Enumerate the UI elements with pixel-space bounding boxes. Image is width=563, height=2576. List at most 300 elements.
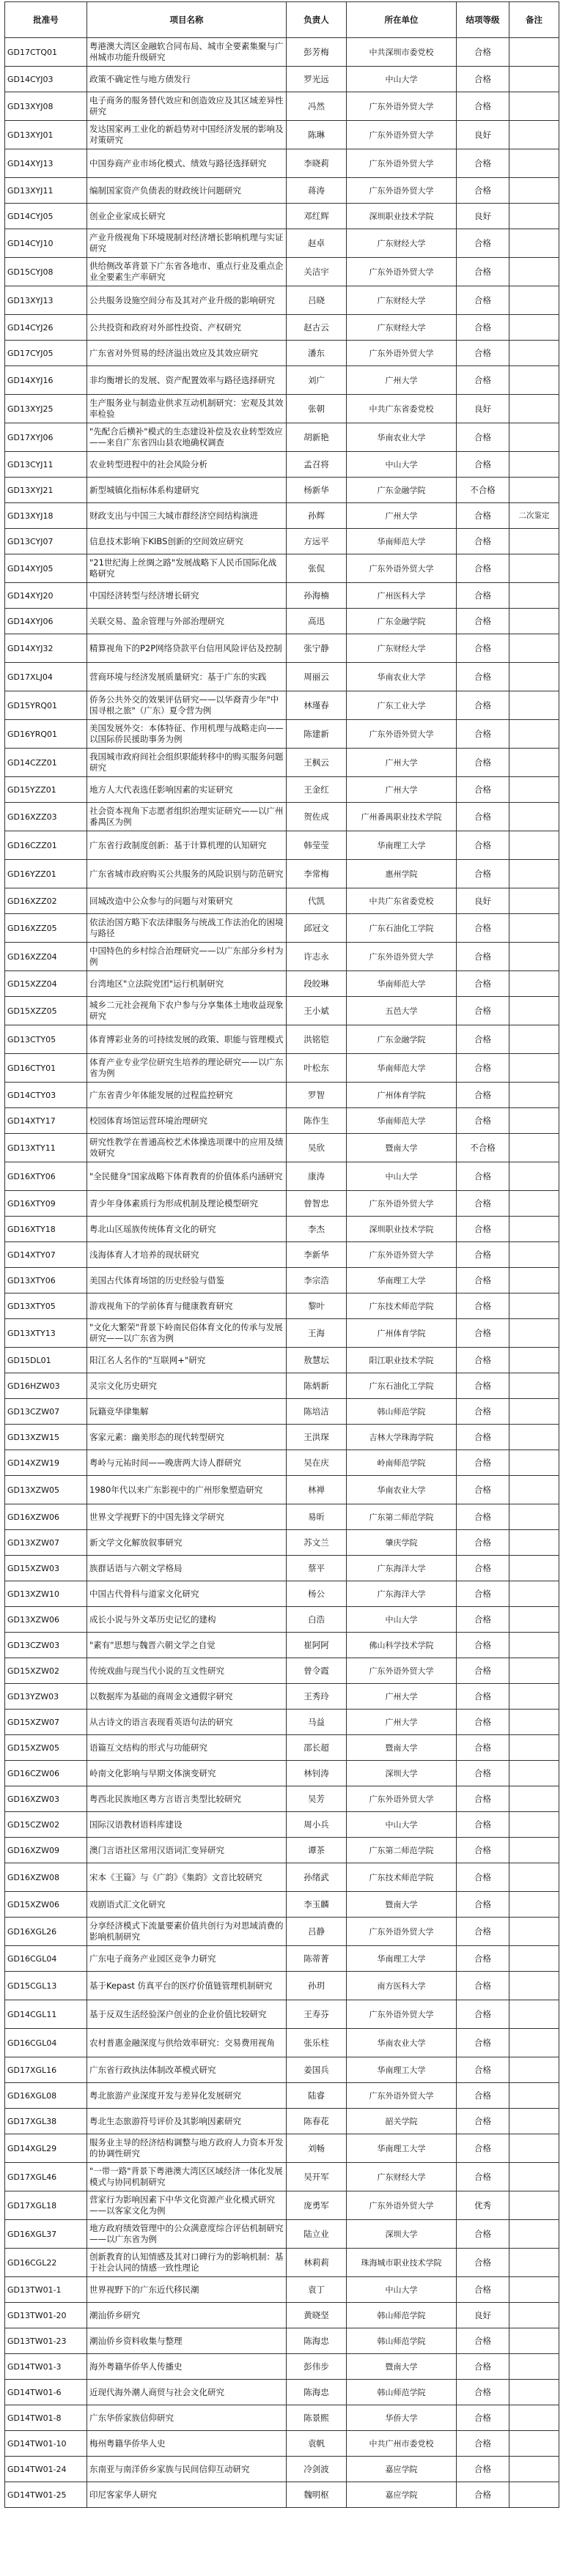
cell-person: 李宗浩 bbox=[287, 1268, 347, 1293]
cell-unit: 阳江职业技术学院 bbox=[347, 1348, 457, 1373]
table-row bbox=[5, 888, 559, 914]
cell-id: GD14CYJ03 bbox=[5, 67, 87, 92]
cell-unit: 华南师范大学 bbox=[347, 1108, 457, 1134]
cell-grade: 合格 bbox=[457, 1684, 509, 1710]
cell-grade: 合格 bbox=[457, 1268, 509, 1293]
cell-note bbox=[509, 1607, 559, 1633]
cell-note bbox=[509, 1268, 559, 1293]
cell-unit: 中山大学 bbox=[347, 67, 457, 92]
table-row bbox=[5, 1293, 559, 1319]
cell-note bbox=[509, 121, 559, 149]
cell-grade: 合格 bbox=[457, 1242, 509, 1268]
cell-unit: 广州大学 bbox=[347, 366, 457, 395]
cell-note bbox=[509, 395, 559, 423]
cell-grade: 合格 bbox=[457, 423, 509, 452]
cell-person: 李杰 bbox=[287, 1217, 347, 1242]
cell-id: GD13XYJ21 bbox=[5, 478, 87, 503]
cell-person: 蒋涛 bbox=[287, 178, 347, 204]
cell-grade: 合格 bbox=[457, 1348, 509, 1373]
cell-grade: 不合格 bbox=[457, 1134, 509, 1162]
cell-note bbox=[509, 1399, 559, 1425]
cell-note bbox=[509, 452, 559, 478]
cell-person: 叶松东 bbox=[287, 1054, 347, 1083]
table-row bbox=[5, 92, 559, 121]
cell-note bbox=[509, 1025, 559, 1054]
cell-project-name: 岭南文化影响与早期文体演变研究 bbox=[87, 1761, 287, 1786]
cell-project-name: 公共投资和政府对外部性投资、产权研究 bbox=[87, 315, 287, 341]
table-row bbox=[5, 2482, 559, 2508]
cell-id: GD16XGL08 bbox=[5, 2083, 87, 2109]
cell-person: 康涛 bbox=[287, 1162, 347, 1191]
cell-person: 魏明枢 bbox=[287, 2482, 347, 2508]
cell-note bbox=[509, 1946, 559, 1972]
table-row bbox=[5, 1918, 559, 1946]
cell-person: 王寿芬 bbox=[287, 2000, 347, 2029]
cell-person: 代凯 bbox=[287, 888, 347, 914]
cell-person: 陈春花 bbox=[287, 2109, 347, 2134]
cell-unit: 广州体育学院 bbox=[347, 1083, 457, 1108]
cell-project-name: 分享经济模式下流量要素价值共创行为对思域消费的影响机制研究 bbox=[87, 1918, 287, 1946]
cell-grade: 合格 bbox=[457, 2163, 509, 2191]
cell-unit: 南方医科大学 bbox=[347, 1972, 457, 2000]
cell-project-name: "全民健身"国家战略下体育教育的价值体系内涵研究 bbox=[87, 1162, 287, 1191]
cell-unit: 华南农业大学 bbox=[347, 2029, 457, 2057]
table-row bbox=[5, 67, 559, 92]
cell-unit: 韶关学院 bbox=[347, 2109, 457, 2134]
cell-unit: 广东外语外贸大学 bbox=[347, 258, 457, 286]
cell-note bbox=[509, 1658, 559, 1684]
cell-id: GD13CYJ07 bbox=[5, 529, 87, 554]
cell-person: 赵古云 bbox=[287, 315, 347, 341]
cell-id: GD13XTY06 bbox=[5, 1268, 87, 1293]
cell-unit: 五邑大学 bbox=[347, 997, 457, 1025]
cell-grade: 不合格 bbox=[457, 478, 509, 503]
cell-note bbox=[509, 971, 559, 997]
col-header-person: 负责人 bbox=[287, 2, 347, 38]
cell-id: GD17CTQ01 bbox=[5, 38, 87, 67]
cell-project-name: 营家行为影响因素下中华文化资源产业化模式研究——以客家文化为例 bbox=[87, 2191, 287, 2220]
cell-grade: 合格 bbox=[457, 1972, 509, 2000]
cell-unit: 中共深圳市委党校 bbox=[347, 38, 457, 67]
cell-project-name: 中国券商产业市场化模式、绩效与路径选择研究 bbox=[87, 149, 287, 178]
cell-person: 彭芳梅 bbox=[287, 38, 347, 67]
cell-person: 罗光远 bbox=[287, 67, 347, 92]
cell-project-name: 阳江名人名作的"互联网+"研究 bbox=[87, 1348, 287, 1373]
cell-grade: 合格 bbox=[457, 2405, 509, 2431]
cell-note bbox=[509, 749, 559, 777]
cell-grade: 良好 bbox=[457, 121, 509, 149]
cell-person: 邓红辉 bbox=[287, 204, 347, 229]
cell-project-name: "21世纪海上丝绸之路"发展战略下人民币国际化战略研究 bbox=[87, 554, 287, 583]
cell-id: GD16XTY09 bbox=[5, 1191, 87, 1217]
cell-person: 高迅 bbox=[287, 609, 347, 634]
cell-project-name: 中国古代骨科与道家文化研究 bbox=[87, 1581, 287, 1607]
cell-unit: 中共广州市委党校 bbox=[347, 2431, 457, 2457]
cell-project-name: 精算视角下的P2P网络贷款平台信用风险评估及控制 bbox=[87, 634, 287, 663]
cell-unit: 吉林大学珠海学院 bbox=[347, 1425, 457, 1450]
header-row bbox=[5, 2, 559, 38]
cell-id: GD16CGL22 bbox=[5, 2249, 87, 2277]
cell-person: 袁帆 bbox=[287, 2431, 347, 2457]
cell-note bbox=[509, 1293, 559, 1319]
cell-project-name: 广东省行政制度创新：基于计算机理的认知研究 bbox=[87, 831, 287, 860]
cell-id: GD13CZW03 bbox=[5, 1633, 87, 1658]
cell-id: GD13XYJ11 bbox=[5, 178, 87, 204]
cell-id: GD14XTY17 bbox=[5, 1108, 87, 1134]
cell-project-name: 澳门言语社区常用汉语词汇变异研究 bbox=[87, 1838, 287, 1863]
cell-unit: 暨南大学 bbox=[347, 1892, 457, 1918]
cell-note bbox=[509, 2457, 559, 2482]
table-row bbox=[5, 2277, 559, 2303]
cell-person: 彭伟步 bbox=[287, 2354, 347, 2380]
cell-note bbox=[509, 1786, 559, 1812]
cell-unit: 广东石油化工学院 bbox=[347, 1373, 457, 1399]
table-row bbox=[5, 2109, 559, 2134]
cell-project-name: 灵宗文化历史研究 bbox=[87, 1373, 287, 1399]
cell-id: GD14CZZ01 bbox=[5, 749, 87, 777]
cell-unit: 华南师范大学 bbox=[347, 529, 457, 554]
cell-unit: 广东外语外贸大学 bbox=[347, 943, 457, 971]
cell-project-name: 农业转型进程中的社会风险分析 bbox=[87, 452, 287, 478]
cell-project-name: 体育博彩业务的可持续发展的政策、职能与管理模式 bbox=[87, 1025, 287, 1054]
cell-unit: 广东海洋大学 bbox=[347, 1581, 457, 1607]
cell-person: 潘东 bbox=[287, 341, 347, 366]
cell-id: GD15CYJ08 bbox=[5, 258, 87, 286]
cell-unit: 华南师范大学 bbox=[347, 1054, 457, 1083]
cell-note bbox=[509, 720, 559, 749]
cell-unit: 广东外语外贸大学 bbox=[347, 341, 457, 366]
cell-grade: 良好 bbox=[457, 888, 509, 914]
cell-project-name: 新型城镇化指标体系构建研究 bbox=[87, 478, 287, 503]
cell-grade: 合格 bbox=[457, 1607, 509, 1633]
cell-grade: 合格 bbox=[457, 691, 509, 720]
table-row bbox=[5, 691, 559, 720]
cell-grade: 优秀 bbox=[457, 2191, 509, 2220]
cell-grade: 合格 bbox=[457, 38, 509, 67]
cell-person: 洪铭铠 bbox=[287, 1025, 347, 1054]
cell-person: 林禅 bbox=[287, 1476, 347, 1504]
cell-note bbox=[509, 1735, 559, 1761]
cell-project-name: 族群话语与六朝文学格局 bbox=[87, 1556, 287, 1581]
cell-person: 陈作生 bbox=[287, 1108, 347, 1134]
cell-project-name: 印尼客家华人研究 bbox=[87, 2482, 287, 2508]
cell-grade: 合格 bbox=[457, 1838, 509, 1863]
cell-id: GD15CGL13 bbox=[5, 1972, 87, 2000]
table-row bbox=[5, 634, 559, 663]
cell-grade: 合格 bbox=[457, 914, 509, 943]
cell-person: 王洪琛 bbox=[287, 1425, 347, 1450]
cell-id: GD14TW01-6 bbox=[5, 2380, 87, 2405]
cell-grade: 合格 bbox=[457, 831, 509, 860]
cell-note bbox=[509, 663, 559, 691]
table-row bbox=[5, 2191, 559, 2220]
table-row bbox=[5, 1684, 559, 1710]
cell-id: GD16XTY06 bbox=[5, 1162, 87, 1191]
cell-id: GD15XZW03 bbox=[5, 1556, 87, 1581]
cell-id: GD14XGL29 bbox=[5, 2134, 87, 2163]
table-row bbox=[5, 997, 559, 1025]
table-row bbox=[5, 1863, 559, 1892]
cell-note bbox=[509, 1838, 559, 1863]
cell-person: 吴在庆 bbox=[287, 1450, 347, 1476]
cell-person: 孙绪武 bbox=[287, 1863, 347, 1892]
table-row bbox=[5, 1108, 559, 1134]
table-row bbox=[5, 2249, 559, 2277]
table-row bbox=[5, 2163, 559, 2191]
cell-unit: 中山大学 bbox=[347, 2277, 457, 2303]
cell-id: GD15XZZ05 bbox=[5, 997, 87, 1025]
cell-project-name: 戏剧语式汇文化研究 bbox=[87, 1892, 287, 1918]
cell-id: GD15XZW05 bbox=[5, 1735, 87, 1761]
table-row bbox=[5, 395, 559, 423]
cell-note bbox=[509, 92, 559, 121]
cell-unit: 华南理工大学 bbox=[347, 831, 457, 860]
cell-grade: 合格 bbox=[457, 286, 509, 315]
cell-unit: 华南理工大学 bbox=[347, 1268, 457, 1293]
table-row bbox=[5, 1425, 559, 1450]
cell-id: GD13XTY11 bbox=[5, 1134, 87, 1162]
cell-project-name: 台湾地区"立法院党团"运行机制研究 bbox=[87, 971, 287, 997]
cell-id: GD16CTY01 bbox=[5, 1054, 87, 1083]
cell-unit: 广州大学 bbox=[347, 1710, 457, 1735]
cell-note bbox=[509, 609, 559, 634]
table-row bbox=[5, 2328, 559, 2354]
cell-unit: 广东财经大学 bbox=[347, 2163, 457, 2191]
cell-id: GD15DL01 bbox=[5, 1348, 87, 1373]
cell-project-name: 广东省城市政府购买公共服务的风险识别与防范研究 bbox=[87, 860, 287, 888]
cell-project-name: 美国古代体育场馆的历史经验与借鉴 bbox=[87, 1268, 287, 1293]
cell-project-name: 编制国家资产负债表的财政统计问题研究 bbox=[87, 178, 287, 204]
cell-id: GD14TW01-8 bbox=[5, 2405, 87, 2431]
cell-grade: 合格 bbox=[457, 1054, 509, 1083]
cell-grade: 合格 bbox=[457, 2029, 509, 2057]
cell-grade: 合格 bbox=[457, 2328, 509, 2354]
table-row bbox=[5, 1633, 559, 1658]
table-row bbox=[5, 2220, 559, 2249]
cell-unit: 广东外语外贸大学 bbox=[347, 554, 457, 583]
cell-id: GD15XZZ04 bbox=[5, 971, 87, 997]
cell-person: 崔阿阿 bbox=[287, 1633, 347, 1658]
cell-person: 谭茶 bbox=[287, 1838, 347, 1863]
table-row bbox=[5, 1450, 559, 1476]
cell-note bbox=[509, 2328, 559, 2354]
cell-id: GD14CTY03 bbox=[5, 1083, 87, 1108]
table-row bbox=[5, 554, 559, 583]
cell-grade: 合格 bbox=[457, 503, 509, 529]
cell-grade: 合格 bbox=[457, 1581, 509, 1607]
cell-unit: 广东外语外贸大学 bbox=[347, 2191, 457, 2220]
cell-grade: 合格 bbox=[457, 1293, 509, 1319]
cell-project-name: 东南亚与南洋侨乡家族与民间信仰互动研究 bbox=[87, 2457, 287, 2482]
cell-grade: 合格 bbox=[457, 2083, 509, 2109]
cell-note bbox=[509, 860, 559, 888]
cell-id: GD15XZW07 bbox=[5, 1710, 87, 1735]
table-row bbox=[5, 663, 559, 691]
cell-id: GD17XGL18 bbox=[5, 2191, 87, 2220]
table-row bbox=[5, 1399, 559, 1425]
cell-project-name: 中国经济转型与经济增长研究 bbox=[87, 583, 287, 609]
table-row bbox=[5, 1025, 559, 1054]
cell-id: GD17XGL46 bbox=[5, 2163, 87, 2191]
cell-note bbox=[509, 943, 559, 971]
cell-unit: 广州体育学院 bbox=[347, 1319, 457, 1348]
cell-id: GD16CGL04 bbox=[5, 2029, 87, 2057]
table-row bbox=[5, 609, 559, 634]
cell-person: 马益 bbox=[287, 1710, 347, 1735]
table-row bbox=[5, 1710, 559, 1735]
cell-project-name: 我国城市政府间社会组织职能转移中的购买服务问题研究 bbox=[87, 749, 287, 777]
table-row bbox=[5, 2029, 559, 2057]
table-row bbox=[5, 1242, 559, 1268]
cell-person: 陈建新 bbox=[287, 720, 347, 749]
cell-grade: 合格 bbox=[457, 2380, 509, 2405]
cell-grade: 合格 bbox=[457, 1710, 509, 1735]
cell-project-name: 政策不确定性与地方债发行 bbox=[87, 67, 287, 92]
cell-note bbox=[509, 2083, 559, 2109]
cell-note bbox=[509, 423, 559, 452]
cell-grade: 合格 bbox=[457, 609, 509, 634]
cell-note bbox=[509, 1319, 559, 1348]
cell-id: GD13XZW06 bbox=[5, 1607, 87, 1633]
cell-id: GD14XYJ16 bbox=[5, 366, 87, 395]
cell-project-name: 营商环境与经济发展质量研究：基于广东的实践 bbox=[87, 663, 287, 691]
cell-person: 孙玥 bbox=[287, 1972, 347, 2000]
cell-id: GD14TW01-3 bbox=[5, 2354, 87, 2380]
cell-person: 贺佐成 bbox=[287, 803, 347, 831]
cell-grade: 合格 bbox=[457, 777, 509, 803]
cell-note bbox=[509, 1450, 559, 1476]
cell-project-name: 语篇互文结构的形式与功能研究 bbox=[87, 1735, 287, 1761]
cell-project-name: 校园体育场馆运营环境治理研究 bbox=[87, 1108, 287, 1134]
cell-note bbox=[509, 1892, 559, 1918]
cell-person: 关洁宇 bbox=[287, 258, 347, 286]
cell-person: 赵卓 bbox=[287, 229, 347, 258]
cell-id: GD15XZW06 bbox=[5, 1892, 87, 1918]
cell-person: 白浩 bbox=[287, 1607, 347, 1633]
cell-id: GD13XYJ13 bbox=[5, 286, 87, 315]
cell-grade: 合格 bbox=[457, 971, 509, 997]
table-row bbox=[5, 2354, 559, 2380]
cell-unit: 韩山师范学院 bbox=[347, 2380, 457, 2405]
cell-person: 易昕 bbox=[287, 1504, 347, 1530]
table-row bbox=[5, 341, 559, 366]
cell-unit: 中山大学 bbox=[347, 1607, 457, 1633]
cell-id: GD16YZZ01 bbox=[5, 860, 87, 888]
cell-person: 冯然 bbox=[287, 92, 347, 121]
cell-note bbox=[509, 1556, 559, 1581]
cell-project-name: 创新教育的认知情感及其对口碑行为的影响机制：基于社会认同的情感一致性理论 bbox=[87, 2249, 287, 2277]
cell-note bbox=[509, 2431, 559, 2457]
cell-project-name: 粤北生态旅游符号评价及其影响因素研究 bbox=[87, 2109, 287, 2134]
col-header-note: 备注 bbox=[509, 2, 559, 38]
cell-grade: 合格 bbox=[457, 1108, 509, 1134]
cell-id: GD14XTY07 bbox=[5, 1242, 87, 1268]
cell-unit: 广东海洋大学 bbox=[347, 1556, 457, 1581]
cell-note bbox=[509, 583, 559, 609]
cell-note bbox=[509, 2191, 559, 2220]
cell-project-name: 供给侧改革背景下广东省各地市、重点行业及重点企业全要素生产率研究 bbox=[87, 258, 287, 286]
cell-note bbox=[509, 2220, 559, 2249]
cell-note bbox=[509, 1918, 559, 1946]
cell-note bbox=[509, 2000, 559, 2029]
cell-note bbox=[509, 1863, 559, 1892]
cell-project-name: 国际汉语教材语料库建设 bbox=[87, 1812, 287, 1838]
cell-note bbox=[509, 1530, 559, 1556]
cell-unit: 广东工业大学 bbox=[347, 691, 457, 720]
table-row bbox=[5, 452, 559, 478]
table-row bbox=[5, 38, 559, 67]
cell-grade: 合格 bbox=[457, 149, 509, 178]
cell-unit: 广东外语外贸大学 bbox=[347, 1242, 457, 1268]
cell-grade: 合格 bbox=[457, 315, 509, 341]
cell-note bbox=[509, 315, 559, 341]
cell-note bbox=[509, 1684, 559, 1710]
cell-note bbox=[509, 554, 559, 583]
cell-id: GD17XGL38 bbox=[5, 2109, 87, 2134]
cell-id: GD14CYJ26 bbox=[5, 315, 87, 341]
cell-grade: 合格 bbox=[457, 529, 509, 554]
cell-note bbox=[509, 204, 559, 229]
cell-grade: 合格 bbox=[457, 720, 509, 749]
cell-unit: 广东财经大学 bbox=[347, 286, 457, 315]
table-row bbox=[5, 258, 559, 286]
cell-id: GD16XZZ05 bbox=[5, 914, 87, 943]
table-row bbox=[5, 831, 559, 860]
cell-project-name: 财政支出与中国三大城市群经济空间结构演进 bbox=[87, 503, 287, 529]
cell-note bbox=[509, 2405, 559, 2431]
cell-person: 袁丁 bbox=[287, 2277, 347, 2303]
cell-project-name: 宋本《王篇》与《广韵》《集韵》文音比较研究 bbox=[87, 1863, 287, 1892]
cell-person: 黄晓坚 bbox=[287, 2303, 347, 2328]
cell-person: 敖慧坛 bbox=[287, 1348, 347, 1373]
cell-project-name: 地方人大代表选任影响因素的实证研究 bbox=[87, 777, 287, 803]
cell-grade: 合格 bbox=[457, 1319, 509, 1348]
cell-grade: 合格 bbox=[457, 663, 509, 691]
table-row bbox=[5, 1162, 559, 1191]
table-row bbox=[5, 803, 559, 831]
table-body bbox=[5, 38, 559, 2508]
cell-grade: 合格 bbox=[457, 1162, 509, 1191]
cell-grade: 合格 bbox=[457, 2220, 509, 2249]
cell-unit: 深圳职业技术学院 bbox=[347, 1217, 457, 1242]
cell-note bbox=[509, 286, 559, 315]
cell-person: 罗智 bbox=[287, 1083, 347, 1108]
cell-unit: 广东第二师范学院 bbox=[347, 1838, 457, 1863]
table-row bbox=[5, 1191, 559, 1217]
results-table bbox=[4, 1, 559, 2508]
table-row bbox=[5, 1476, 559, 1504]
cell-person: 张侃 bbox=[287, 554, 347, 583]
cell-grade: 合格 bbox=[457, 229, 509, 258]
cell-project-name: 生产服务业与制造业供求互动机制研究：宏观及其效率检验 bbox=[87, 395, 287, 423]
cell-person: 苏文兰 bbox=[287, 1530, 347, 1556]
cell-id: GD13TW01-20 bbox=[5, 2303, 87, 2328]
cell-project-name: 客家元素：幽美形态的现代转型研究 bbox=[87, 1425, 287, 1450]
cell-person: 刘广 bbox=[287, 366, 347, 395]
cell-person: 吴开军 bbox=[287, 2163, 347, 2191]
cell-grade: 合格 bbox=[457, 943, 509, 971]
cell-note bbox=[509, 1054, 559, 1083]
cell-grade: 合格 bbox=[457, 2431, 509, 2457]
table-row bbox=[5, 583, 559, 609]
table-row bbox=[5, 1658, 559, 1684]
cell-person: 刘畅 bbox=[287, 2134, 347, 2163]
cell-person: 陈炳新 bbox=[287, 1373, 347, 1399]
table-row bbox=[5, 1607, 559, 1633]
cell-id: GD14XYJ20 bbox=[5, 583, 87, 609]
cell-note bbox=[509, 1108, 559, 1134]
cell-project-name: 创业企业家成长研究 bbox=[87, 204, 287, 229]
